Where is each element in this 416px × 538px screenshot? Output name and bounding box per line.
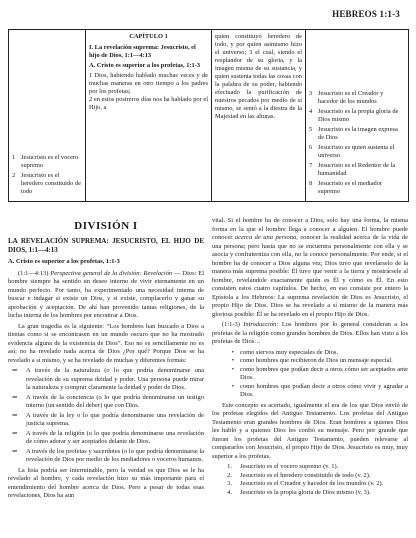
paragraph-introduction bbox=[212, 321, 408, 347]
paragraph-concept: Este concepto es acertado, igualmente el era de los que Dios envió de los profetas elegidos del Antiguo Testamento. Los profetas del Antiguo Testamento eran grandes hombres de Dios. Eran hombres a quienes Dios les habló y a quienes Dios les confió su mensaje. Pero por grande que fueran los profetas del Antiguo Testamento, pueden relevarse al compararlos con Jesucristo, el propio Hijo de Dios. Jesucristo es muy, muy superior a los profetas. bbox=[212, 401, 408, 460]
chart-middle-column bbox=[86, 30, 212, 202]
arrow-icon: ⇒ bbox=[12, 367, 18, 375]
body-text: Los hombres por lo general consideran a los profetas de la religión como grandes hombres de Dios. Ellos han visto a los profetas de Dios… bbox=[212, 321, 408, 346]
entry-title: I. La revelación suprema: Jesucristo, el hijo de Dios, 1:1—4:13 bbox=[89, 44, 196, 59]
item-number: 2 bbox=[12, 172, 16, 179]
chart-verse-column bbox=[212, 30, 306, 202]
item-text: A través de la ley o lo que podría denominarse una revelación de justicia suprema. bbox=[26, 411, 204, 428]
item-text: A través de la conciencia (o lo que podría denominarse un testigo interno (un sentido del deber) que con Dios. bbox=[26, 393, 204, 410]
item-text: Jesucristo es el mediador supremo bbox=[318, 180, 383, 195]
left-point-list bbox=[12, 154, 82, 196]
item-number: 1. bbox=[227, 463, 232, 471]
arrow-icon: ⇒ bbox=[12, 447, 18, 455]
prophets-list bbox=[212, 349, 408, 400]
outline-entry bbox=[89, 44, 208, 60]
item-number: 2. bbox=[227, 471, 232, 479]
outline-entry bbox=[89, 62, 208, 70]
bullet-icon: • bbox=[231, 382, 234, 390]
item-text: como siervos muy especiales de Dios. bbox=[240, 348, 338, 356]
list-item bbox=[309, 180, 405, 196]
verse-text-2: 2 en estos postreros días nos ha hablado por el Hijo, a bbox=[89, 96, 208, 111]
list-item bbox=[212, 463, 408, 472]
revelation-list bbox=[8, 367, 204, 465]
list-item bbox=[309, 90, 405, 106]
item-text: Jesucristo es quien sustenta el universo bbox=[318, 144, 395, 159]
verse-text-1: 1 Dios, habiendo hablado muchas veces y de muchas maneras en otro tiempo a los padres por los profetas; bbox=[89, 72, 208, 95]
list-item bbox=[309, 126, 405, 142]
list-item bbox=[8, 367, 204, 393]
list-item bbox=[212, 383, 408, 400]
right-text-column bbox=[212, 217, 408, 498]
entry-title: A. Cristo es superior a los profetas, 1:1-3 bbox=[89, 62, 201, 69]
list-item bbox=[212, 366, 408, 383]
right-point-list bbox=[309, 90, 405, 196]
item-text: A través de la naturaleza (o lo que podría denominarse una revelación de su suprema deidad y poder. Una persona puede mirar la naturaleza y comprar claramente la deidad y poder de Dios. bbox=[26, 367, 204, 392]
bullet-icon: • bbox=[231, 365, 234, 373]
item-number: 4. bbox=[227, 488, 232, 496]
item-number: 3 bbox=[309, 90, 313, 97]
item-text: Jesucristo es el heredero constituido de todo (v. 2). bbox=[240, 471, 371, 479]
list-item bbox=[212, 357, 408, 366]
item-number: 6 bbox=[309, 144, 313, 151]
outline-chart bbox=[8, 29, 409, 202]
list-item bbox=[12, 154, 82, 170]
emphasis-text: Perspectiva general de la división: Revelación bbox=[50, 269, 173, 277]
item-text: A través de los profetas y sacerdotes (o lo que podría denominarse la revelación de Dios por medio de los mediadores o voceros humanos. bbox=[26, 447, 204, 464]
item-text: Jesucristo es la propia gloria de Dios mismo (v. 3). bbox=[240, 488, 371, 496]
ref-text: (1:1-3) bbox=[222, 321, 240, 329]
paragraph-overview bbox=[8, 270, 204, 321]
running-header: HEBREOS 1:1-3 bbox=[332, 9, 400, 19]
left-text-column bbox=[8, 217, 204, 503]
item-text: como hombres que recibieron de Dios un mensaje especial. bbox=[240, 357, 393, 365]
body-text: , conocer la realidad acerca de la vida de una persona; pero hasta que no se encuentra personalmente con ella y se asocia y confraterniza con ella, no la conoce personalmente. Por ende, si el hombre ha de conocer a Dios alguna vez, Dios tuvo que revelárselo de la manera más suprema posible: Él tuvo que venir a la tierra y mostrársele al hombre, revelándole exactamente quién es Él y cómo es Él. En esto consisten estos cuatro capítulos. De hecho, en eso consiste por entero la Epístola a los Hebreos: La suprema revelación de Dios es Jesucristo, el propio Hijo de Dios. Dios se ha revelado a sí mismo de la manera más gloriosa posible: Él se ha revelado en el propio Hijo de Dios. bbox=[212, 234, 408, 318]
item-number: 8 bbox=[309, 180, 313, 187]
item-text: como hombres que podían decir a otros cómo vivir y agradar a Dios. bbox=[240, 382, 408, 399]
item-text: Jesucristo es el vocero supremo (v. 1). bbox=[240, 463, 339, 471]
body-text: — Dios: El hombre siempre ha sentido un deseo interno de vivir eternamente en un mundo perfecto. Por tanto, ha experimentado una necesidad interna de buscar e indagar si existe un Dios, y si existe, complacerlo y ganar su aprobación y aceptación. De ahí han provenido tantas religiones, de la lucha interna de los hombres por encontrar a Dios. bbox=[8, 269, 205, 320]
verse-text-3: quien constituyó heredero de todo, y por quien asimismo hizo el universo; 3 el cual, siendo el resplandor de su gloria, y la imagen misma de su sustancia, y quien sustenta todas las cosas con la palabra de su poder, habiendo efectuado la purificación de nuestros pecados por medio de sí mismo, se sentó a la diestra de la Majestad en las alturas. bbox=[215, 33, 302, 120]
list-item bbox=[309, 108, 405, 124]
item-text: Jesucristo es la propia gloria de Dios mismo bbox=[318, 108, 399, 123]
item-number: 4 bbox=[309, 108, 313, 115]
division-title: DIVISIÓN I bbox=[74, 220, 138, 232]
emphasis-text: acerca de una persona bbox=[234, 234, 297, 242]
emphasis-text: Introducción: bbox=[243, 321, 279, 329]
ref-text: (1:1—4:13) bbox=[18, 269, 49, 277]
list-item bbox=[309, 162, 405, 178]
item-number: 1 bbox=[12, 154, 16, 161]
list-item bbox=[212, 472, 408, 481]
arrow-icon: ⇒ bbox=[12, 393, 18, 401]
list-item bbox=[8, 394, 204, 411]
bullet-icon: • bbox=[231, 357, 234, 365]
section-heading: A. Cristo es superior a los profetas, 1:1-3 bbox=[8, 257, 120, 265]
item-text: Jesucristo es la imagen expresa de Dios bbox=[318, 126, 398, 141]
paragraph-know-god bbox=[212, 217, 408, 319]
chapter-title: CAPÍTULO 1 bbox=[129, 33, 168, 40]
chart-left-column bbox=[9, 30, 86, 202]
item-text: Jesucristo es el Creador y hacedor de los mundos (v. 2). bbox=[240, 480, 384, 488]
list-item bbox=[309, 144, 405, 160]
item-text: Jesucristo es el Creador y hacedor de los mundos bbox=[318, 90, 384, 105]
arrow-icon: ⇒ bbox=[12, 411, 18, 419]
numbered-points bbox=[212, 463, 408, 497]
list-item bbox=[8, 430, 204, 447]
item-number: 3. bbox=[227, 480, 232, 488]
arrow-icon: ⇒ bbox=[12, 429, 18, 437]
item-text: Jesucristo es el vocero supremo bbox=[21, 154, 79, 169]
list-item bbox=[212, 489, 408, 498]
bullet-icon: • bbox=[231, 348, 234, 356]
item-text: Jesucristo es el heredero constituido de todo bbox=[21, 172, 81, 195]
outline-entries bbox=[89, 44, 208, 70]
body-text: vital. Si el hombre ha de conocer a Dios, solo hay una forma, la misma forma en la que el hombre llega a conocer a alguien. El hombre puede conocer bbox=[212, 217, 408, 242]
list-item bbox=[8, 448, 204, 465]
list-item bbox=[212, 349, 408, 358]
item-text: como hombres que podían decir a otros cómo ser aceptados ante Dios. bbox=[240, 365, 408, 382]
item-number: 7 bbox=[309, 162, 313, 169]
list-item bbox=[212, 480, 408, 489]
list-item bbox=[12, 172, 82, 196]
chart-right-column bbox=[306, 30, 409, 202]
paragraph-tragedy: La gran tragedia es la siguiente: “Los hombres han buscado a Dios a tientas como si se encontrasen en un mundo oscuro que no ha mostrado evidencia alguna de la existencia de Dios”. Eso no es sencillamente no es así; no ha revelado nada acerca de Dios ¿Por qué? Porque Dios se ha revelado a sí mismo, y se ha revelado de muchas y diferentes formas: bbox=[8, 322, 204, 364]
item-text: Jesucristo es el Redentor de la humanidad bbox=[318, 162, 396, 177]
division-subtitle: LA REVELACIÓN SUPREMA: JESUCRISTO, EL HIJO DE DIOS, 1:1—4:13 bbox=[8, 236, 204, 254]
paragraph-list-end: La lista podría ser interminable, pero la verdad es que Dios se le ha revelado al hombre, y cada revelación hizo su más importante para el entendimiento del hombre acerca de Dios. Pero a pesar de todas esas revelaciones, Dios ha aun bbox=[8, 466, 204, 500]
item-number: 5 bbox=[309, 126, 313, 133]
item-text: A través de la religión (o lo que podría denominarse una revelación de cómo adorar y ser aceptados delante de Dios. bbox=[26, 429, 204, 446]
list-item bbox=[8, 412, 204, 429]
